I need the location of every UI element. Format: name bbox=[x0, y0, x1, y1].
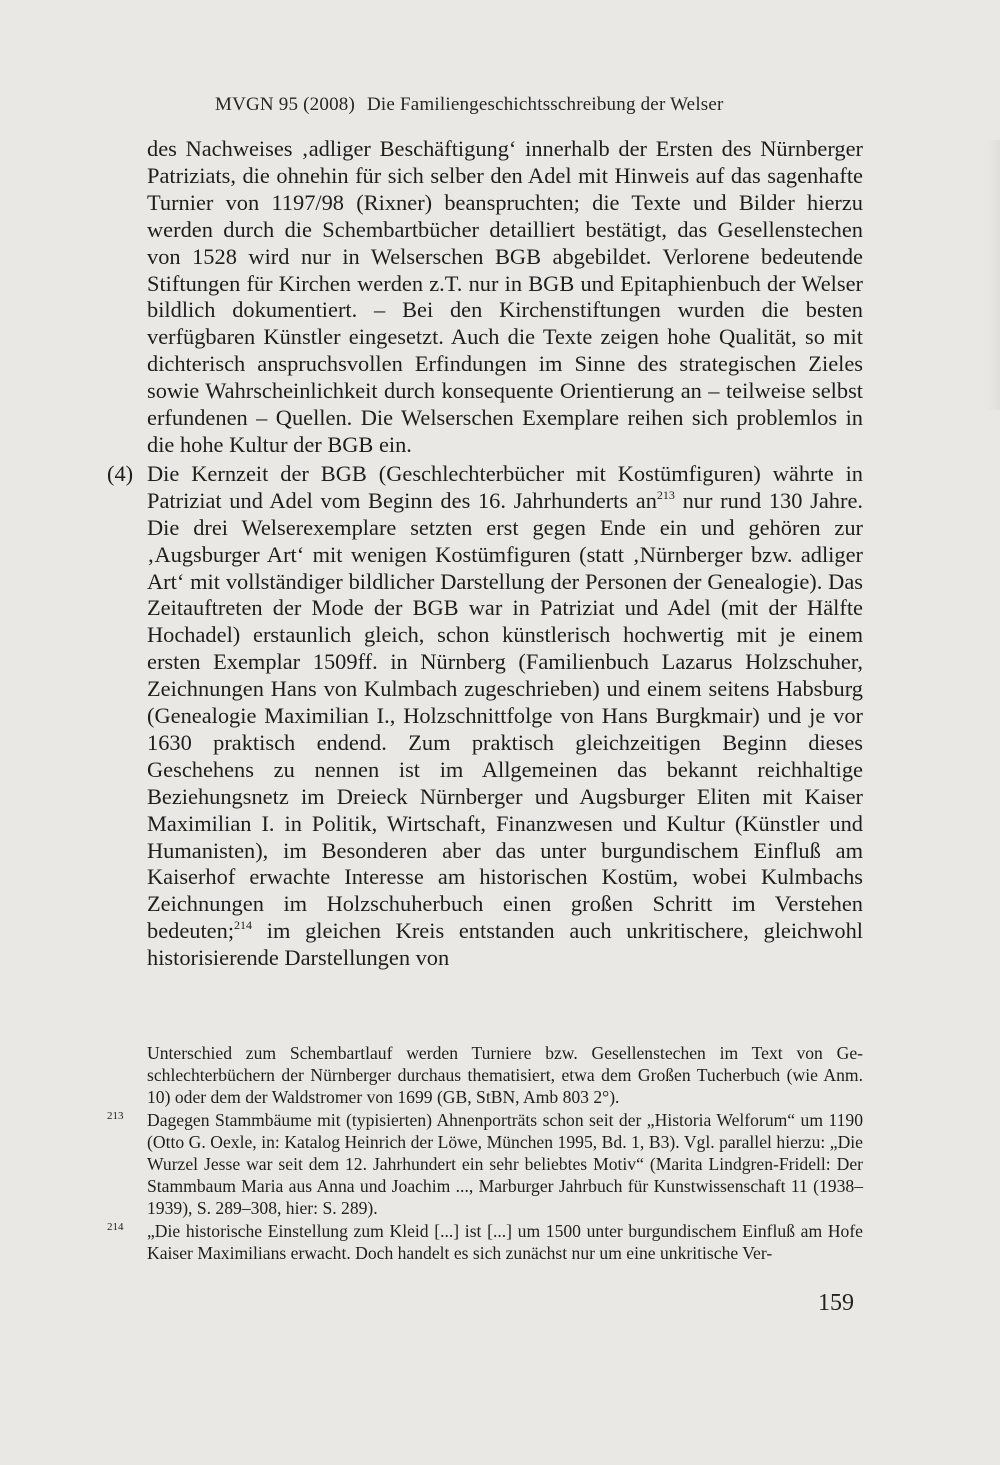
footnotes bbox=[107, 1042, 863, 1264]
paragraph-4-text-c: im gleichen Kreis entstanden auch unkritischere, gleichwohl historisierende Darstellungen von bbox=[147, 918, 863, 971]
footnote-text-214: „Die historische Einstellung zum Kleid [...] ist [...] um 1500 unter burgundischem Einfluß am Hofe Kaiser Maximilians erwacht. Doch handelt es sich zunächst nur um eine unkritische Ver- bbox=[147, 1220, 863, 1263]
running-header bbox=[215, 94, 724, 116]
journal-reference: MVGN 95 (2008) bbox=[215, 94, 356, 115]
footnote-reference-213[interactable]: 213 bbox=[656, 487, 675, 502]
footnote-213 bbox=[107, 1109, 863, 1220]
paragraph-4-text-a: Die Kernzeit der BGB (Geschlechterbücher mit Kostümfiguren) währte in Patriziat und Adel vom Beginn des 16. Jahrhunderts an bbox=[147, 460, 863, 513]
page-number: 159 bbox=[818, 1290, 854, 1316]
footnote-number-213: 213 bbox=[107, 1109, 124, 1122]
paragraph-4 bbox=[107, 460, 863, 972]
footnote-number-214: 214 bbox=[107, 1220, 124, 1233]
paragraph-number: (4) bbox=[107, 460, 134, 486]
show-through-shadow bbox=[986, 140, 1000, 410]
footnote-continuation: Unterschied zum Schembartlauf werden Turniere bzw. Gesellenstechen im Text von Geschlechterbüchern der Nürnberger durchaus thematisiert, etwa dem Großen Tucherbuch (wie Anm. 10) oder dem der Waldstromer von 1699 (GB, StBN, Amb 803 2°). bbox=[147, 1043, 863, 1108]
main-text bbox=[107, 136, 863, 972]
paragraph-4-text-b: nur rund 130 Jahre. Die drei Welserexemplare setzten erst gegen Ende ein und gehören zur ‚Augsburger Art‘ mit wenigen Kostümfiguren (statt ‚Nürnberger bzw. adliger Art‘ mit vollständiger bildlicher Darstellung der Personen der Genealogie). Das Zeitauftreten der Mode der BGB war in Patriziat und Adel (mit der Hälfte Hochadel) erstaunlich gleich, schon künstlerisch hochwertig mit je einem ersten Exemplar 1509ff. in Nürnberg (Familienbuch Lazarus Holzschuher, Zeichnungen Hans von Kulmbach zugeschrieben) und einem seitens Habsburg (Genealogie Maximilian I., Holzschnittfolge von Hans Burgkmair) und je vor 1630 praktisch endend. Zum praktisch gleichzeitigen Beginn dieses Geschehens zu nennen ist im Allgemeinen das bekannt reichhaltige Beziehungsnetz im Dreieck Nürnberger und Augsburger Eliten mit Kaiser Maximilian I. in Politik, Wirtschaft, Finanzwesen und Kultur (Künstler und Humanisten), im Besonderen aber das unter burgundischem Einfluß am Kaiserhof erwachte Interesse am historischen Kostüm, wobei Kulmbachs Zeichnungen im Holzschuherbuch einen großen Schritt im Verstehen bedeuten; bbox=[147, 487, 863, 944]
footnote-reference-214[interactable]: 214 bbox=[234, 918, 253, 933]
article-title: Die Familiengeschichtsschreibung der Welser bbox=[367, 94, 724, 115]
paragraph-continuation: des Nachweises ‚adliger Beschäftigung‘ innerhalb der Ersten des Nürnberger Patriziats, die ohnehin für sich selber den Adel mit Hinweis auf das sagenhafte Turnier von 1197/98 (Rixner) beanspruchten; die Texte und Bilder hierzu werden durch die Schembartbücher detailliert bestätigt, das Gesellenstechen von 1528 wird nur in Welserschen BGB abgebildet. Verlorene bedeutende Stiftungen für Kirchen werden z.T. nur in BGB und Epitaphienbuch der Welser bildlich dokumentiert. – Bei den Kirchenstiftungen wurden die besten verfügbaren Künstler eingesetzt. Auch die Texte zeigen hohe Qualität, so mit dichterisch anspruchsvollen Erfindungen im Sinne des strategischen Zieles sowie Wahrscheinlichkeit durch konsequente Orientierung an – teilweise selbst erfundenen – Quellen. Die Welserschen Exemplare reihen sich problemlos in die hohe Kultur der BGB ein. bbox=[147, 136, 863, 457]
footnote-214 bbox=[107, 1220, 863, 1264]
footnote-text-213: Dagegen Stammbäume mit (typisierten) Ahnenporträts schon seit der „Historia Welforum“ um 1190 (Otto G. Oexle, in: Katalog Heinrich der Löwe, München 1995, Bd. 1, B3). Vgl. parallel hierzu: „Die Wurzel Jesse war seit dem 12. Jahrhundert ein sehr beliebtes Motiv“ (Marita Lindgren-Fridell: Der Stammbaum Maria aus Anna und Joachim ..., Marburger Jahrbuch für Kunstwissenschaft 11 (1938–1939), S. 289–308, hier: S. 289). bbox=[147, 1109, 863, 1219]
